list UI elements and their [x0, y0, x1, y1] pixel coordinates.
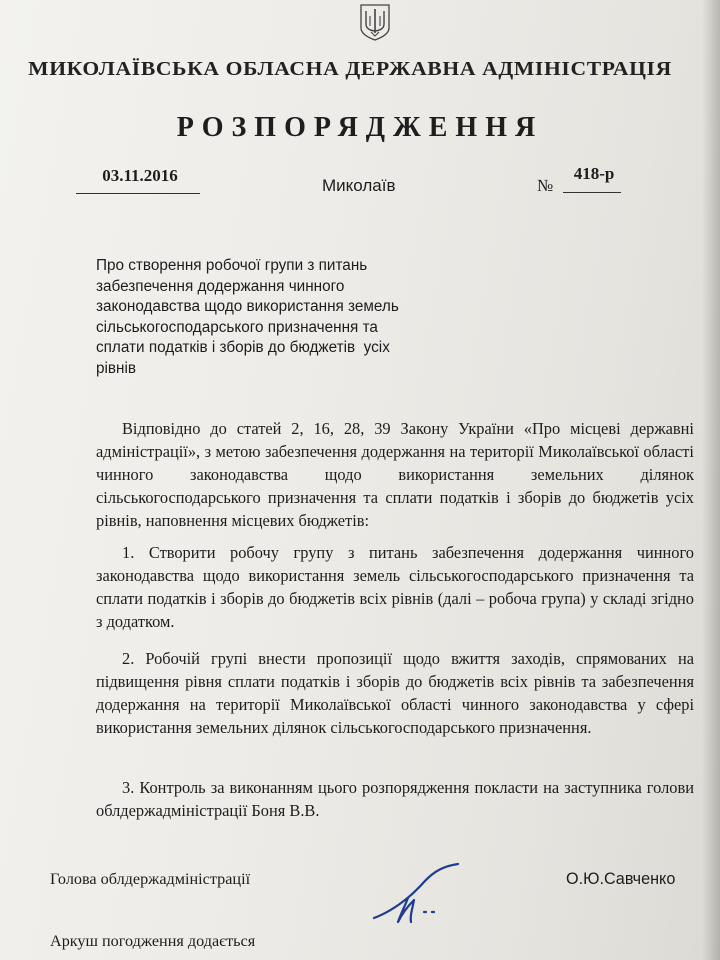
preamble-paragraph: Відповідно до статей 2, 16, 28, 39 Закону України «Про місцеві державні адміністрації», з метою забезпечення додержання на території Миколаївської області чинного законодавства щодо використання земельних ділянок сільськогосподарського призначення та сплати податків і зборів до бюджетів усіх рівнів, наповнення місцевих бюджетів:	[96, 419, 694, 530]
clause-3-paragraph: 3. Контроль за виконанням цього розпорядження покласти на заступника голови облдержадміністрації Боня В.В.	[96, 778, 694, 820]
date-underline	[76, 193, 200, 194]
document-type-heading: РОЗПОРЯДЖЕННЯ	[176, 112, 544, 143]
number-underline	[563, 192, 621, 193]
clause-1-paragraph: 1. Створити робочу групу з питань забезпечення додержання чинного законодавства щодо використання земель сільськогосподарського призначення та сплати податків і зборів до бюджетів всіх рівнів (далі – робоча група) у складі згідно з додатком.	[96, 543, 694, 631]
page-shadow	[702, 0, 720, 960]
clause-2-paragraph: 2. Робочій групі внести пропозиції щодо вжиття заходів, спрямованих на підвищення рівня сплати податків і зборів до бюджетів всіх рівнів та забезпечення додержання на території Миколаївської області чинного законодавства у сфері використання земельних ділянок сільськогосподарського призначення.	[96, 649, 694, 737]
subject-line: Про створення робочої групи з питань	[96, 257, 368, 274]
organization-title: МИКОЛАЇВСЬКА ОБЛАСНА ДЕРЖАВНА АДМІНІСТРАЦІЯ	[28, 58, 672, 80]
approval-note: Аркуш погодження додається	[50, 932, 256, 950]
document-subject	[96, 256, 406, 379]
document-date: 03.11.2016	[102, 166, 178, 185]
document-city: Миколаїв	[322, 176, 396, 195]
subject-line: забезпечення додержання чинного	[96, 277, 345, 295]
signatory-name: О.Ю.Савченко	[566, 870, 676, 888]
trident-emblem-icon	[358, 2, 392, 42]
number-sign: №	[537, 176, 554, 195]
document-number: 418-р	[573, 164, 615, 183]
subject-line: законодавства щодо використання земель	[96, 298, 399, 315]
subject-line: сільськогосподарського призначення та	[96, 318, 378, 336]
signatory-position: Голова облдержадміністрації	[50, 870, 251, 888]
handwritten-signature	[368, 860, 468, 930]
subject-line: рівнів	[96, 359, 137, 377]
subject-line: сплати податків і зборів до бюджетів усіх	[96, 339, 390, 356]
